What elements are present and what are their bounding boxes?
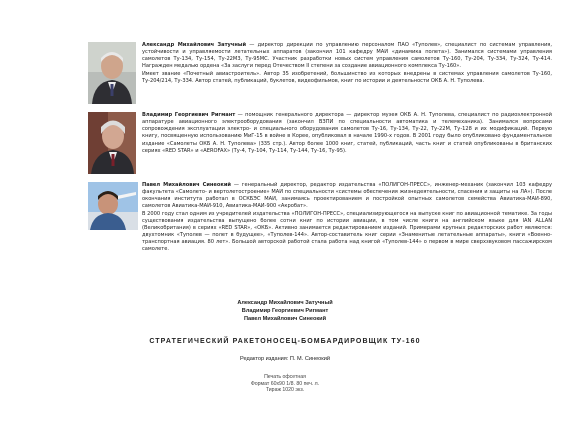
bio-paragraph: — генеральный директор, редактор издательства «ПОЛИГОН-ПРЕСС», инженер-механик (закончил 103 кафедру факультета «Самолето- и вертолетостроение» МАИ по специальности «системы обеспечения жизнедеятельности, спасения и защиты на ЛА»). После окончания института работал в ОСКБЭС МАИ, занимаясь проектированием и постройкой опытных самолетов семейства Авиатика-МАИ-890, самолетов Авиатика-МАИ-910, Авиатика-МАИ-900 «Акробат». (142, 182, 552, 210)
bio-paragraph: — директор дирекции по управлению персоналом ПАО «Туполев», специалист по системам управления, устойчивости и управляемости летательных аппаратов (закончил 101 кафедру МАИ «динамика полета»). Занимался системами управления самолетов Ту-134, Ту-154, Ту-22М3, Ту-95МС. Участник разработки новых систем управления самолетов Ту-160, Ту-204, Ту-334, Ту-324, Ту-414. Награжден медалью ордена «За заслуги перед Отечеством II степени за создание авиационного комплекса Ту-160». (142, 42, 552, 70)
bio-text-rigmant (142, 112, 552, 155)
bio-paragraph: Имеет звание «Почетный авиастроитель». Автор 35 изобретений, большинство из которых внедрены в системах управления самолетов Ту-160, Ту-204/214, Ту-334. Автор статей, публикаций, буклетов, видеофильмов, книг по истории и деятельности ОКБ А. Н. Туполева. (142, 70, 552, 84)
imprint-line: Печать офсетная (264, 374, 306, 380)
imprint-line: Формат 60х90 1/8. 80 печ. л. (250, 380, 320, 387)
bio-paragraph: — помощник генерального директора — директор музея ОКБ А. Н. Туполева, специалист по радиоэлектронной аппаратуре авиационного электрооборудования (закончил ВЗПИ по специальности автоматика и телемеханика). Занимался вопросами сопровождения эксплуатации электро- и специального оборудования самолетов Ту-16, Ту-134, Ту-22, Ту-22М, Ту-128 и их модификаций. Первую книгу, посвященную использованию МиГ-15 в войне в Корее, опубликовал в начале 1990-х годов. В 2001 году было опубликовано фундаментальное издание «Самолеты ОКБ А. Н. Туполева» (335 стр.). Автор более 1000 книг, статей, публикаций, часть книг и статей опубликованы в британских сериях «RED STAR» и «AEROFAX» (Ту-4, Ту-104, Ту-114, Ту-144, Ту-16, Ту-95). (142, 112, 552, 154)
bio-name: Александр Михайлович Затучный (142, 42, 247, 48)
bio-paragraph: В 2000 году стал одним из учредителей издательства «ПОЛИГОН-ПРЕСС», специализирующегося на выпуске книг по авиационной тематике. За годы существования издательства выпущено более сотни книг по истории авиации, в том числе книги на английском языке для IAN ALLAN (Великобритания) в сериях «RED STAR», «ОКБ». Активно занимается редактированием изданий. Примерами крупных редакторских работ являются: двухтомник «Туполев — полет в будущее», «Туполев-144». Автор-составитель книг серии «Знаменитые летательные аппараты», книги «Военно-транспортная авиация. 80 лет». Большой авторской работой стала работа над книгой «Туполев-144» о первом в мире сверхзвуковом пассажирском самолете. (142, 210, 552, 253)
authors-block (0, 300, 570, 323)
portrait-zatuchny-icon (88, 42, 136, 104)
book-title: СТРАТЕГИЧЕСКИЙ РАКЕТОНОСЕЦ-БОМБАРДИРОВЩИК ТУ-160 (149, 338, 421, 345)
author-name: Владимир Георгиевич Ригмант (241, 307, 329, 314)
author-name: Александр Михайлович Затучный (237, 300, 333, 306)
imprint-line: Тираж 1020 экз. (265, 387, 305, 394)
portrait-sineokiy-icon (88, 182, 138, 230)
editor-line: Редактор издания: П. М. Синеокий (240, 356, 330, 362)
bio-text-sineokiy (142, 182, 552, 254)
portrait-rigmant-icon (88, 112, 136, 174)
bio-zatuchny (88, 42, 552, 106)
imprint-block (0, 374, 570, 394)
bio-text-zatuchny (142, 42, 552, 85)
author-name: Павел Михайлович Синеокий (243, 315, 327, 322)
bio-rigmant (88, 112, 552, 174)
bio-name: Владимир Георгиевич Ригмант (142, 112, 236, 118)
bio-name: Павел Михайлович Синеокий (142, 182, 231, 188)
bio-sineokiy (88, 182, 552, 253)
